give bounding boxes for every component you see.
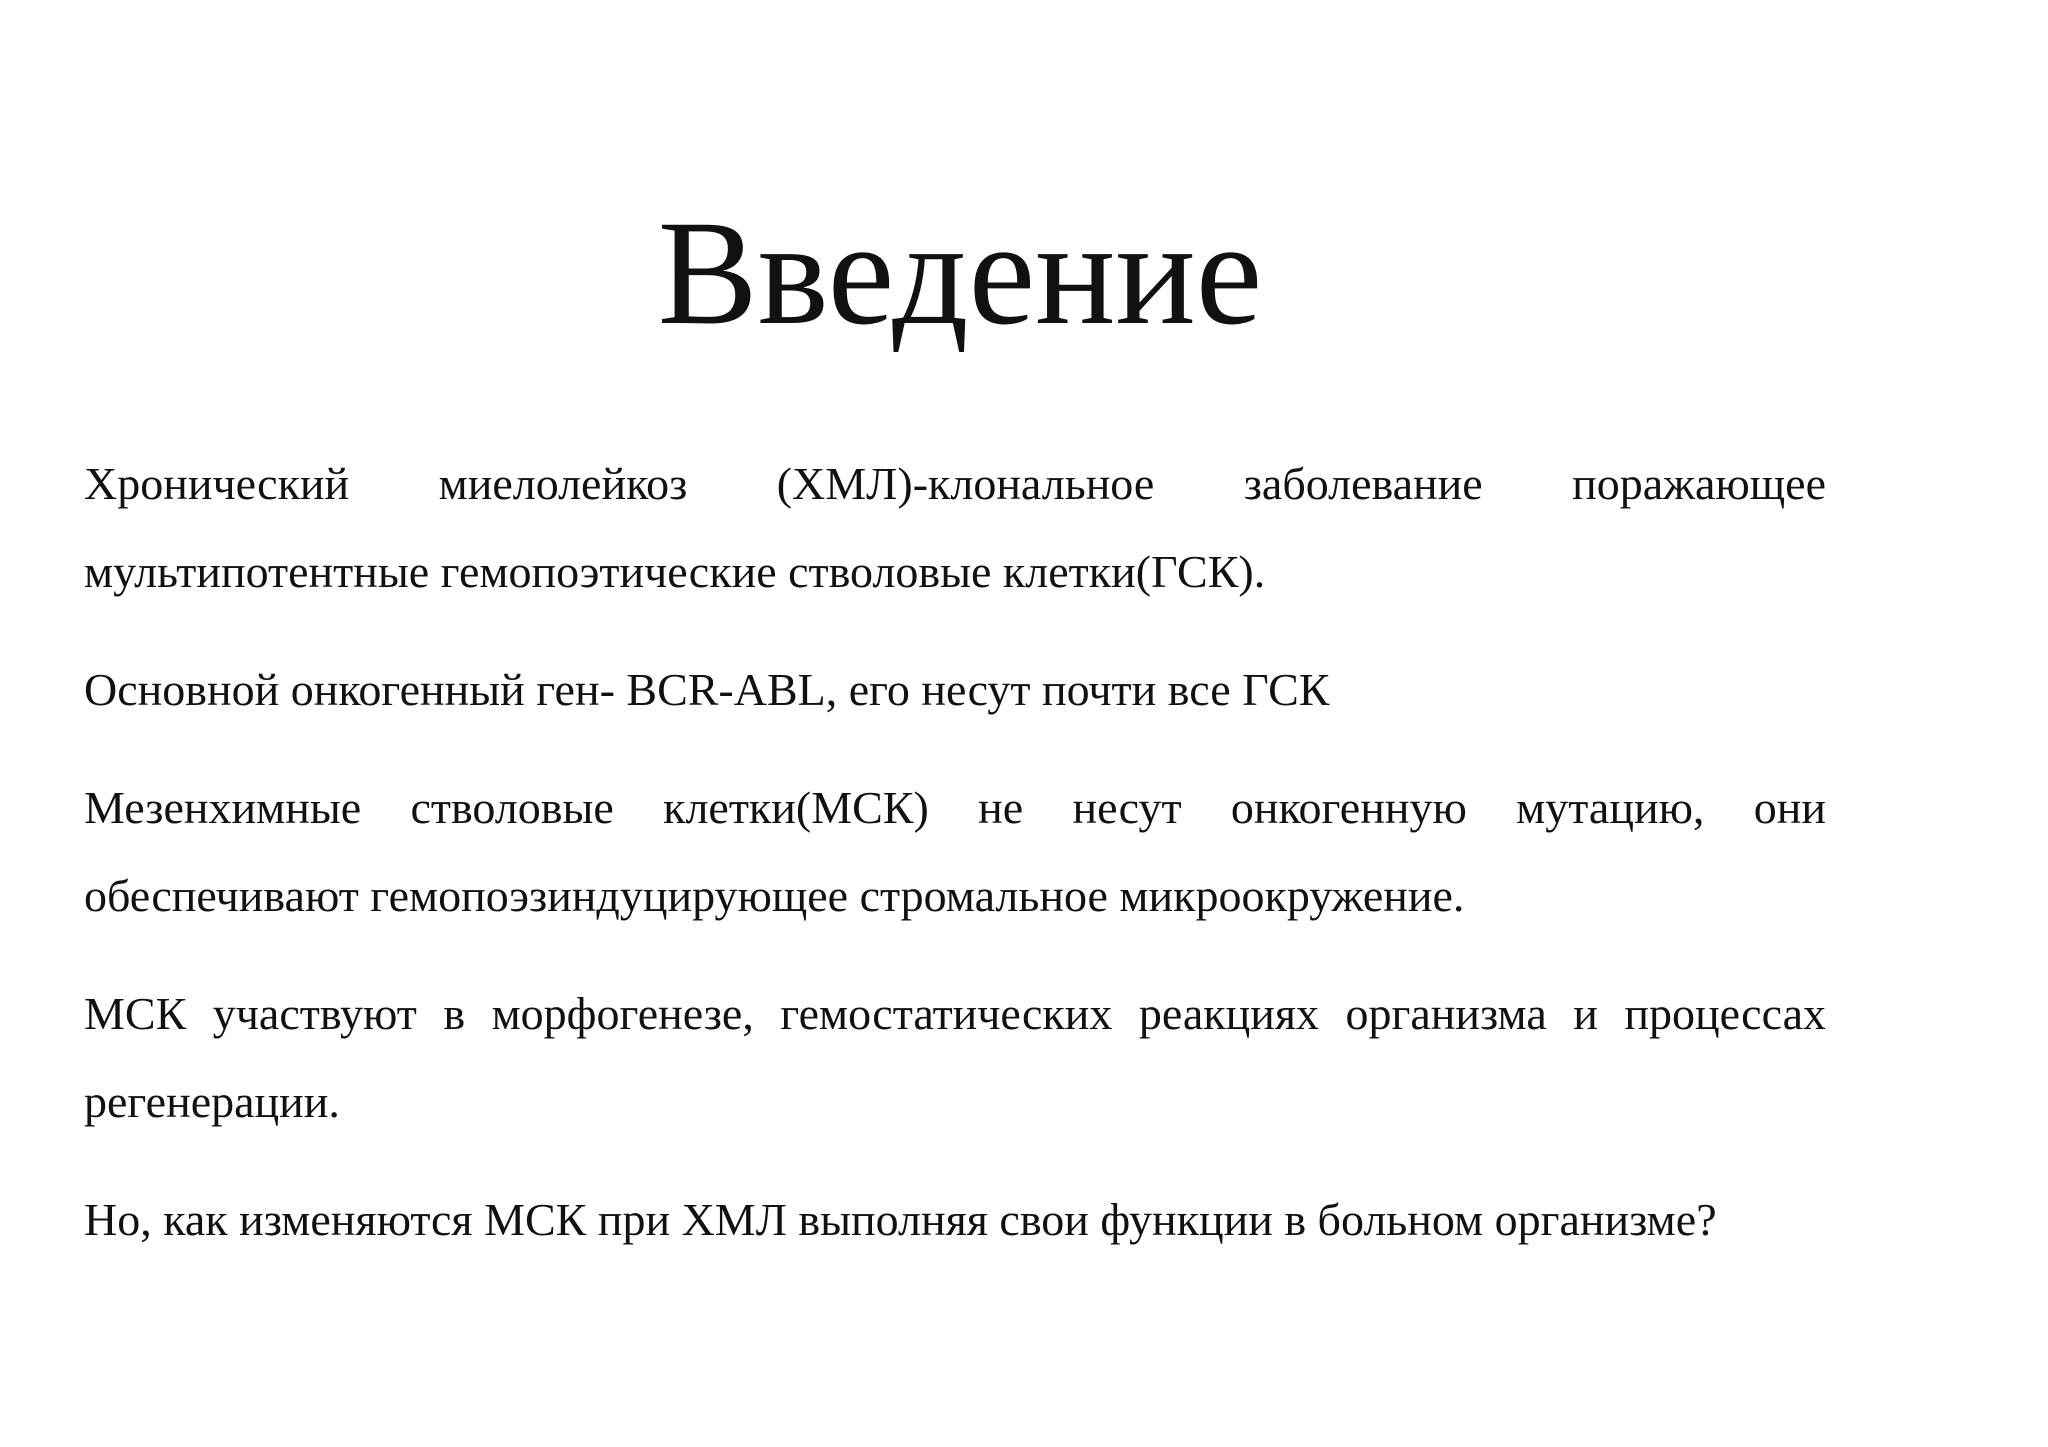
- slide-title: Введение: [657, 190, 1263, 356]
- paragraph-msc-functions: МСК участвуют в морфогенезе, гемостатических реакциях организма и процессах регенерации.: [84, 988, 1826, 1127]
- paragraph-question: Но, как изменяются МСК при ХМЛ выполняя свои функции в больном организме?: [84, 1194, 1717, 1245]
- paragraph-msc-microenvironment: Мезенхимные стволовые клетки(МСК) не несут онкогенную мутацию, они обеспечивают гемопоэзиндуцирующее стромальное микроокружение.: [84, 782, 1826, 921]
- paragraph-oncogene: Основной онкогенный ген- BCR-ABL, его несут почти все ГСК: [84, 664, 1330, 715]
- slide-body: [84, 440, 1826, 1294]
- paragraph-cml-definition: Хронический миелолейкоз (ХМЛ)-клональное заболевание поражающее мультипотентные гемопоэтические стволовые клетки(ГСК).: [84, 458, 1826, 597]
